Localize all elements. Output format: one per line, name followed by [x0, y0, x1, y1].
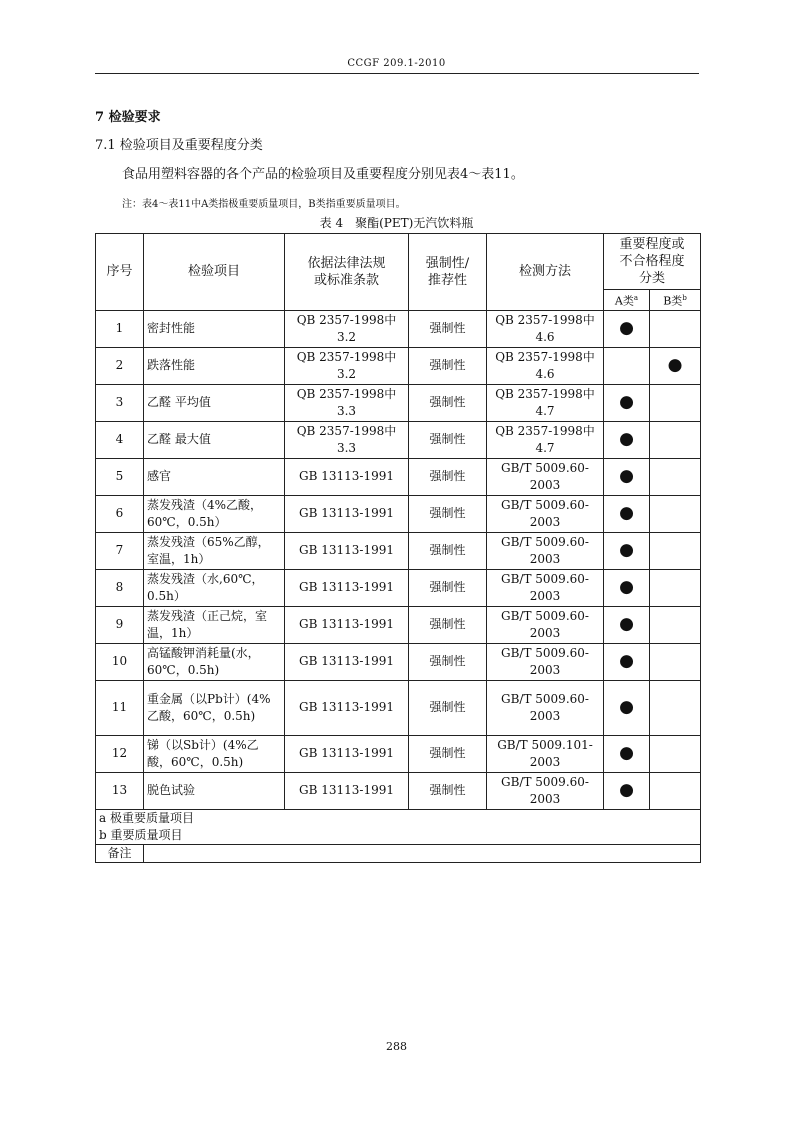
row-class-a-mark: ●: [604, 606, 650, 643]
section-heading: 7 检验要求: [95, 110, 161, 125]
row-method: GB/T 5009.60-2003: [487, 532, 604, 569]
table-row: [96, 643, 701, 680]
row-class-a-mark: ●: [604, 735, 650, 772]
row-basis: GB 13113-1991: [285, 458, 409, 495]
table-row: [96, 458, 701, 495]
row-mandatory: 强制性: [409, 495, 487, 532]
row-no: 3: [96, 384, 144, 421]
page-number: 288: [386, 1040, 407, 1053]
row-item: 跌落性能: [144, 347, 285, 384]
row-basis: GB 13113-1991: [285, 680, 409, 735]
row-class-b-mark: [650, 532, 701, 569]
table-row: [96, 772, 701, 809]
row-basis: QB 2357-1998中3.2: [285, 347, 409, 384]
row-class-b-mark: [650, 310, 701, 347]
inspection-items-table: [95, 233, 701, 863]
row-class-b-mark: [650, 495, 701, 532]
row-basis: QB 2357-1998中3.3: [285, 421, 409, 458]
row-mandatory: 强制性: [409, 606, 487, 643]
row-item: 锑（以Sb计）(4%乙酸，60℃，0.5h): [144, 735, 285, 772]
remarks-label: 备注: [96, 844, 144, 862]
row-class-a-mark: ●: [604, 772, 650, 809]
row-method: GB/T 5009.101-2003: [487, 735, 604, 772]
row-item: 蒸发残渣（正己烷，室温，1h）: [144, 606, 285, 643]
row-basis: GB 13113-1991: [285, 772, 409, 809]
row-item: 蒸发残渣（65%乙醇，室温，1h）: [144, 532, 285, 569]
row-class-a-mark: ●: [604, 421, 650, 458]
row-method: GB/T 5009.60-2003: [487, 458, 604, 495]
row-no: 9: [96, 606, 144, 643]
row-no: 8: [96, 569, 144, 606]
row-class-a-mark: ●: [604, 310, 650, 347]
header-basis: 依据法律法规或标准条款: [285, 234, 409, 311]
row-no: 7: [96, 532, 144, 569]
row-class-b-mark: [650, 606, 701, 643]
row-item: 感官: [144, 458, 285, 495]
row-no: 13: [96, 772, 144, 809]
row-basis: GB 13113-1991: [285, 495, 409, 532]
remarks-value: [144, 844, 701, 862]
row-method: QB 2357-1998中4.6: [487, 310, 604, 347]
row-mandatory: 强制性: [409, 458, 487, 495]
row-class-b-mark: [650, 458, 701, 495]
subsection-heading: 7.1 检验项目及重要程度分类: [95, 138, 263, 153]
table-row: [96, 347, 701, 384]
table-row: [96, 606, 701, 643]
row-item: 蒸发残渣（4%乙酸，60℃，0.5h）: [144, 495, 285, 532]
table-body: [96, 310, 701, 809]
row-basis: GB 13113-1991: [285, 606, 409, 643]
row-basis: QB 2357-1998中3.2: [285, 310, 409, 347]
header-mandatory: 强制性/推荐性: [409, 234, 487, 311]
row-class-b-mark: [650, 384, 701, 421]
row-class-a-mark: ●: [604, 458, 650, 495]
row-no: 11: [96, 680, 144, 735]
row-method: GB/T 5009.60-2003: [487, 495, 604, 532]
table-row: [96, 495, 701, 532]
row-no: 12: [96, 735, 144, 772]
row-no: 5: [96, 458, 144, 495]
note-paragraph: 注：表4～表11中A类指极重要质量项目，B类指重要质量项目。: [122, 199, 406, 210]
row-mandatory: 强制性: [409, 347, 487, 384]
document-header-code: CCGF 209.1-2010: [347, 58, 446, 69]
row-method: GB/T 5009.60-2003: [487, 680, 604, 735]
row-method: GB/T 5009.60-2003: [487, 569, 604, 606]
footnote-a: a 极重要质量项目: [99, 810, 194, 825]
header-divider: [95, 73, 699, 74]
row-method: QB 2357-1998中4.6: [487, 347, 604, 384]
row-class-b-mark: [650, 735, 701, 772]
row-class-b-mark: [650, 643, 701, 680]
row-item: 脱色试验: [144, 772, 285, 809]
row-class-b-mark: [650, 569, 701, 606]
footnotes-cell: [96, 809, 701, 844]
row-class-a-mark: [604, 347, 650, 384]
row-basis: QB 2357-1998中3.3: [285, 384, 409, 421]
row-class-b-mark: [650, 680, 701, 735]
row-mandatory: 强制性: [409, 310, 487, 347]
table-row: [96, 310, 701, 347]
row-mandatory: 强制性: [409, 772, 487, 809]
row-class-b-mark: [650, 772, 701, 809]
table-row: [96, 532, 701, 569]
row-method: QB 2357-1998中4.7: [487, 421, 604, 458]
header-no: 序号: [96, 234, 144, 311]
row-basis: GB 13113-1991: [285, 569, 409, 606]
row-class-b-mark: [650, 421, 701, 458]
table-row: [96, 569, 701, 606]
row-class-a-mark: ●: [604, 384, 650, 421]
row-class-a-mark: ●: [604, 532, 650, 569]
row-mandatory: 强制性: [409, 569, 487, 606]
row-no: 2: [96, 347, 144, 384]
row-item: 高锰酸钾消耗量(水，60℃，0.5h): [144, 643, 285, 680]
row-method: GB/T 5009.60-2003: [487, 643, 604, 680]
row-method: GB/T 5009.60-2003: [487, 772, 604, 809]
header-class-a: A类$^a$: [604, 290, 650, 311]
table-row: [96, 680, 701, 735]
row-class-a-mark: ●: [604, 643, 650, 680]
row-mandatory: 强制性: [409, 532, 487, 569]
row-no: 10: [96, 643, 144, 680]
row-class-a-mark: ●: [604, 680, 650, 735]
row-method: GB/T 5009.60-2003: [487, 606, 604, 643]
row-mandatory: 强制性: [409, 643, 487, 680]
row-class-a-mark: ●: [604, 569, 650, 606]
row-class-b-mark: ●: [650, 347, 701, 384]
header-item: 检验项目: [144, 234, 285, 311]
row-basis: GB 13113-1991: [285, 643, 409, 680]
row-basis: GB 13113-1991: [285, 735, 409, 772]
table-row: [96, 735, 701, 772]
row-basis: GB 13113-1991: [285, 532, 409, 569]
row-no: 6: [96, 495, 144, 532]
row-mandatory: 强制性: [409, 680, 487, 735]
header-importance: 重要程度或不合格程度分类: [604, 234, 701, 290]
intro-paragraph: 食品用塑料容器的各个产品的检验项目及重要程度分别见表4～表11。: [122, 167, 524, 182]
row-no: 1: [96, 310, 144, 347]
header-class-b: B类$^b$: [650, 290, 701, 311]
row-class-a-mark: ●: [604, 495, 650, 532]
header-method: 检测方法: [487, 234, 604, 311]
row-no: 4: [96, 421, 144, 458]
footnote-b: b 重要质量项目: [99, 827, 183, 842]
row-item: 乙醛 最大值: [144, 421, 285, 458]
row-item: 密封性能: [144, 310, 285, 347]
row-mandatory: 强制性: [409, 421, 487, 458]
row-mandatory: 强制性: [409, 384, 487, 421]
row-method: QB 2357-1998中4.7: [487, 384, 604, 421]
row-item: 重金属（以Pb计）(4%乙酸，60℃，0.5h): [144, 680, 285, 735]
row-item: 乙醛 平均值: [144, 384, 285, 421]
row-item: 蒸发残渣（水,60℃，0.5h）: [144, 569, 285, 606]
table-row: [96, 384, 701, 421]
row-mandatory: 强制性: [409, 735, 487, 772]
table-title: 表 4 聚酯(PET)无汽饮料瓶: [319, 216, 474, 230]
table-row: [96, 421, 701, 458]
